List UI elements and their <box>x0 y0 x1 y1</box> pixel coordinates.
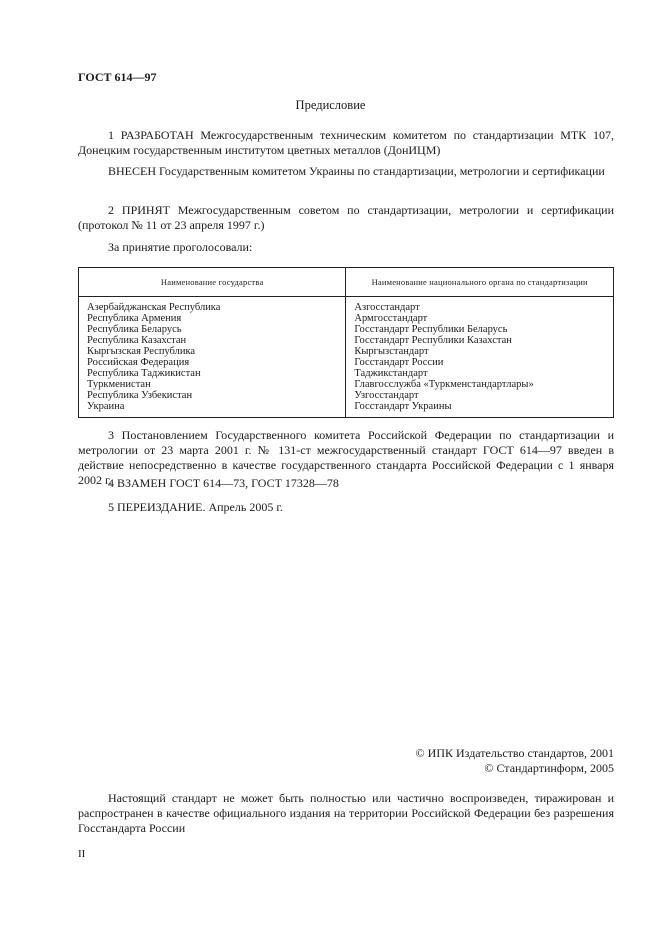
state-name: Республика Армения <box>87 313 182 324</box>
document-header: ГОСТ 614—97 <box>78 70 157 84</box>
column-header-state: Наименование государства <box>79 268 346 297</box>
copyright-notice: Настоящий стандарт не может быть полностью или частично воспроизведен, тиражирован и распространен в качестве официального издания на территории Российской Федерации без разрешения Госстандарта России <box>78 791 614 835</box>
paragraph-2: 2 ПРИНЯТ Межгосударственным советом по стандартизации, метрологии и сертификации (протокол № 11 от 23 апреля 1997 г.) <box>78 203 614 232</box>
state-name: Республика Казахстан <box>87 335 187 346</box>
column-header-body: Наименование национального органа по стандартизации <box>346 268 614 297</box>
standards-body-name: Узгосстандарт <box>354 390 419 401</box>
page-title: Предисловие <box>295 98 366 112</box>
standards-body-name: Госстандарт России <box>354 357 444 368</box>
standards-body-name: Госстандарт Республики Казахстан <box>354 335 512 346</box>
standards-body-name: Армгосстандарт <box>354 313 428 324</box>
table-body-row <box>79 297 614 418</box>
state-name: Украина <box>87 401 125 412</box>
voting-table <box>78 267 614 418</box>
copyright-line-1: © ИПК Издательство стандартов, 2001 <box>415 746 614 760</box>
states-cell <box>79 297 346 418</box>
paragraph-5: 5 ПЕРЕИЗДАНИЕ. Апрель 2005 г. <box>108 500 283 514</box>
state-name: Российская Федерация <box>87 357 190 368</box>
state-name: Туркменистан <box>87 379 151 390</box>
paragraph-3: 3 Постановлением Государственного комитета Российской Федерации по стандартизации и метрологии от 23 марта 2001 г. № 131-ст межгосударственный стандарт ГОСТ 614—97 введен в действие непосредственно в качестве государственного стандарта Российской Федерации с 1 января 2002 г. <box>78 428 614 487</box>
paragraph-4: 4 ВЗАМЕН ГОСТ 614—73, ГОСТ 17328—78 <box>108 476 339 490</box>
vote-intro: За принятие проголосовали: <box>108 240 253 254</box>
copyright-line-2: © Стандартинформ, 2005 <box>484 761 614 775</box>
paragraph-1: 1 РАЗРАБОТАН Межгосударственным техническим комитетом по стандартизации МТК 107, Донецким государственным институтом цветных металлов (ДонИЦМ) <box>78 128 614 157</box>
table-header-row <box>79 268 614 297</box>
standards-body-name: Главгосслужба «Туркменстандартлары» <box>354 379 534 390</box>
state-name: Кыргызская Республика <box>87 346 196 357</box>
standards-body-name: Азгосстандарт <box>354 302 420 313</box>
bodies-cell <box>346 297 614 418</box>
standards-body-name: Кыргызстандарт <box>354 346 429 357</box>
state-name: Республика Беларусь <box>87 324 182 335</box>
state-name: Республика Узбекистан <box>87 390 193 401</box>
page-number: II <box>78 848 86 860</box>
standards-body-name: Госстандарт Республики Беларусь <box>354 324 508 335</box>
state-name: Азербайджанская Республика <box>87 302 221 313</box>
state-name: Республика Таджикистан <box>87 368 201 379</box>
standards-body-name: Таджикстандарт <box>354 368 428 379</box>
paragraph-1b: ВНЕСЕН Государственным комитетом Украины по стандартизации, метрологии и сертификации <box>108 164 605 178</box>
standards-body-name: Госстандарт Украины <box>354 401 452 412</box>
